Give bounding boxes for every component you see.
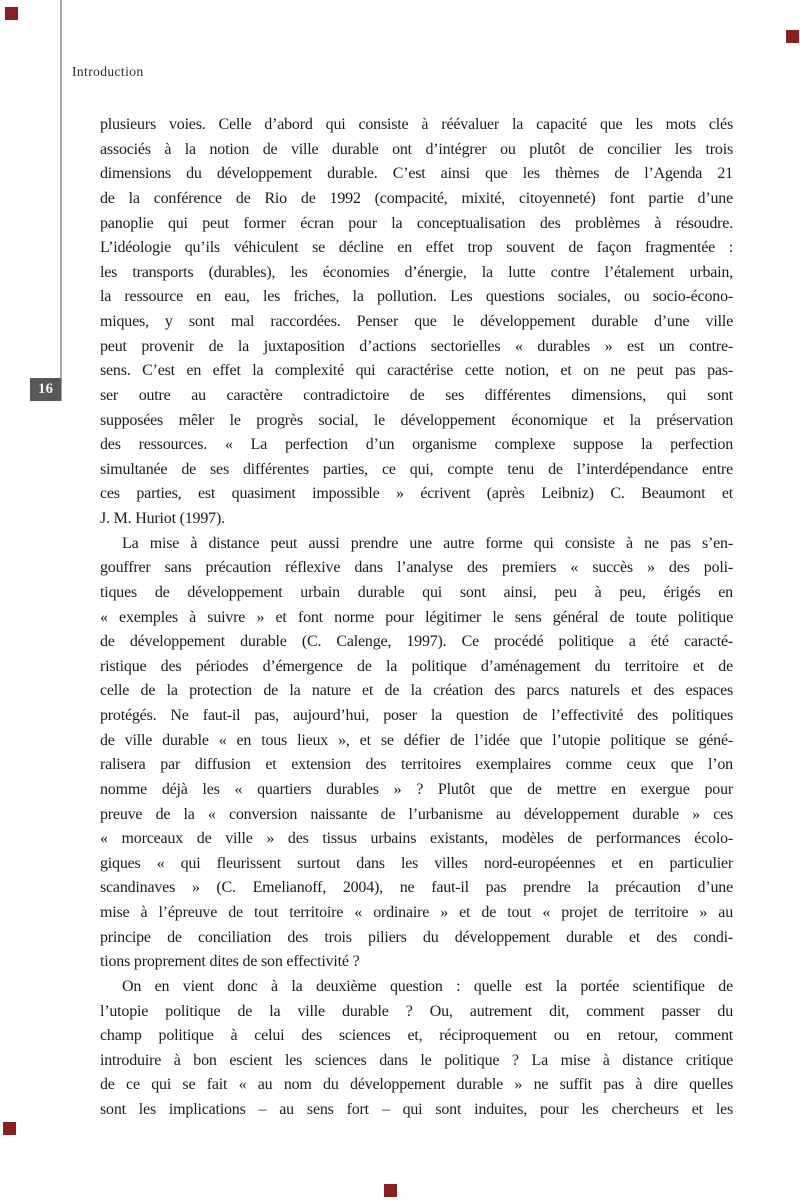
text-line: associés à la notion de ville durable ont d’intégrer ou plutôt de concilier les trois (100, 140, 733, 158)
text-line: J. M. Huriot (1997). (100, 510, 225, 527)
paragraph (100, 532, 733, 975)
text-line: peut provenir de la juxtaposition d’actions sectorielles « durables » est un contre- (100, 337, 733, 355)
text-line: ralisera par diffusion et extension des territoires exemplaires comme ceux que l’on (100, 756, 733, 774)
text-line: principe de conciliation des trois piliers du développement durable et des condi- (100, 928, 733, 946)
text-line: ser outre au caractère contradictoire de ses différentes dimensions, qui sont (100, 386, 733, 404)
text-block (100, 113, 733, 1123)
text-line: introduire à bon escient les sciences dans le politique ? La mise à distance critique (100, 1051, 733, 1069)
paragraph (100, 113, 733, 532)
text-line: ces parties, est quasiment impossible » écrivent (après Leibniz) C. Beaumont et (100, 485, 733, 503)
registration-mark-bottom-left (3, 1122, 16, 1135)
text-line: La mise à distance peut aussi prendre une autre forme qui consiste à ne pas s’en- (122, 534, 733, 552)
text-line: celle de la protection de la nature et de la création des parcs naturels et des espaces (100, 682, 733, 700)
text-line: ristique des périodes d’émergence de la politique d’aménagement du territoire et de (100, 657, 733, 675)
text-line: simultanée de ses différentes parties, ce qui, compte tenu de l’interdépendance entre (100, 460, 733, 478)
text-line: plusieurs voies. Celle d’abord qui consiste à réévaluer la capacité que les mots clés (100, 116, 733, 133)
text-line: preuve de la « conversion naissante de l’urbanisme au développement durable » ces (100, 805, 733, 823)
registration-mark-top-left (5, 7, 18, 20)
text-line: protégés. Ne faut-il pas, aujourd’hui, poser la question de l’effectivité des politiques (100, 707, 733, 724)
text-line: « exemples à suivre » et font norme pour légitimer le sens général de toute politique (100, 608, 733, 626)
text-line: sens. C’est en effet la complexité qui caractérise cette notion, et on ne peut pas pas- (100, 362, 733, 380)
text-line: panoplie qui peut former écran pour la conceptualisation des problèmes à résoudre. (100, 214, 733, 232)
page-number-badge: 16 (30, 378, 61, 401)
text-line: de développement durable (C. Calenge, 1997). Ce procédé politique a été caracté- (100, 633, 733, 651)
text-line: tions proprement dites de son effectivité ? (100, 953, 360, 971)
text-line: L’idéologie qu’ils véhiculent se décline en effet trop souvent de façon fragmentée : (100, 239, 733, 257)
text-line: « morceaux de ville » des tissus urbains existants, modèles de performances écolo- (100, 830, 733, 848)
text-line: scandinaves » (C. Emelianoff, 2004), ne faut-il pas prendre la précaution d’une (100, 879, 733, 897)
text-line: mise à l’épreuve de tout territoire « ordinaire » et de tout « projet de territoire » au (100, 904, 733, 921)
text-line: dimensions du développement durable. C’est ainsi que les thèmes de l’Agenda 21 (100, 165, 733, 183)
text-line: de ville durable « en tous lieux », et se défier de l’idée que l’utopie politique se géné- (100, 731, 733, 749)
text-line: les transports (durables), les économies d’énergie, la lutte contre l’étalement urbain, (100, 263, 733, 281)
text-line: champ politique à celui des sciences et, réciproquement ou en retour, comment (100, 1027, 733, 1045)
margin-rule (60, 0, 62, 401)
registration-mark-bottom-center (384, 1184, 397, 1197)
text-line: sont les implications – au sens fort – qui sont induites, pour les chercheurs et les (100, 1101, 733, 1118)
registration-mark-right (786, 30, 799, 43)
text-line: giques « qui fleurissent surtout dans les villes nord-européennes et en particulier (100, 854, 733, 872)
text-line: tiques de développement urbain durable qui sont ainsi, peu à peu, érigés en (100, 583, 733, 601)
text-line: de la conférence de Rio de 1992 (compacité, mixité, citoyenneté) font partie d’une (100, 189, 733, 207)
text-line: miques, y sont mal raccordées. Penser que le développement durable d’une ville (100, 313, 733, 330)
text-line: la ressource en eau, les friches, la pollution. Les questions sociales, ou socio-écono- (100, 288, 733, 306)
text-line: nomme déjà les « quartiers durables » ? Plutôt que de mettre en exergue pour (100, 780, 733, 798)
paragraph (100, 975, 733, 1123)
text-line: supposées mêler le progrès social, le développement économique et la préservation (100, 411, 733, 429)
text-line: gouffrer sans précaution réflexive dans l’analyse des premiers « succès » des poli- (100, 559, 733, 577)
text-line: des ressources. « La perfection d’un organisme complexe suppose la perfection (100, 436, 733, 454)
text-line: On en vient donc à la deuxième question : quelle est la portée scientifique de (122, 977, 733, 995)
text-line: de ce qui se fait « au nom du développement durable » ne suffit pas à dire quelles (100, 1076, 733, 1094)
text-line: l’utopie politique de la ville durable ? Ou, autrement dit, comment passer du (100, 1002, 733, 1020)
running-head: Introduction (72, 64, 144, 79)
